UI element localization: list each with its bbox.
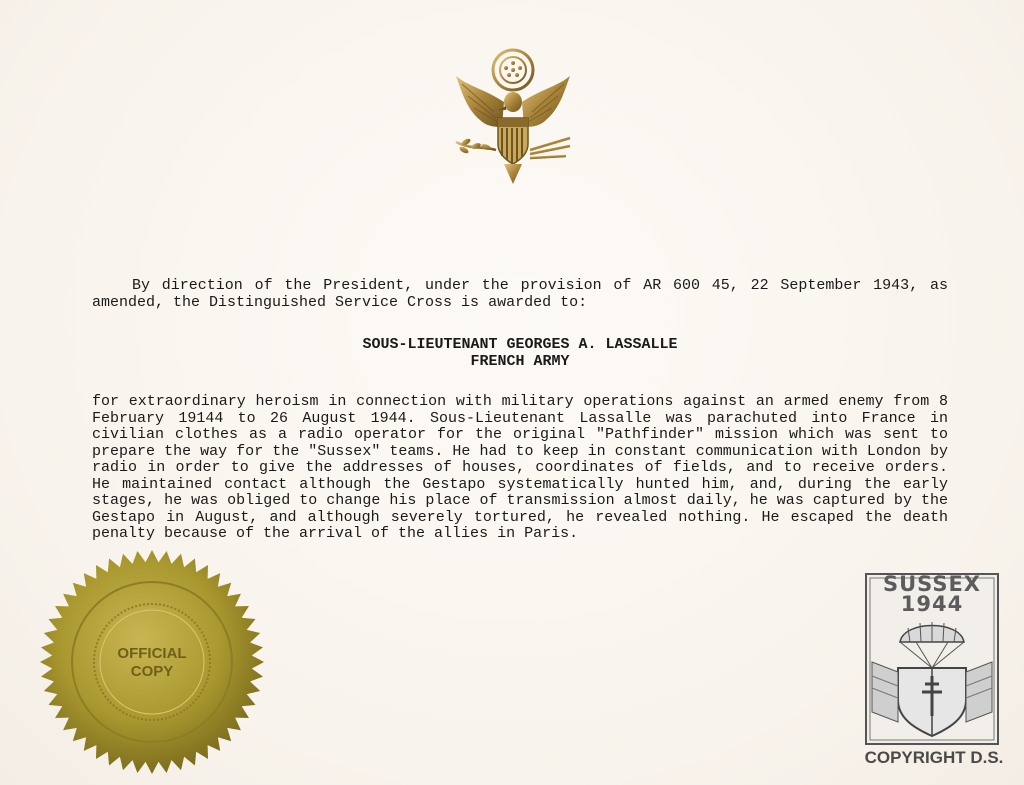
copyright-label: COPYRIGHT D.S. (864, 748, 1004, 767)
stamp-title-line1: SUSSEX (882, 572, 982, 596)
recipient-name: SOUS-LIEUTENANT GEORGES A. LASSALLE (362, 336, 678, 353)
gold-seal-icon (34, 548, 270, 776)
stamp-title-line2: 1944 (900, 592, 964, 616)
svg-text:COPY: COPY (130, 663, 174, 680)
intro-paragraph: By direction of the President, under the provision of AR 600 45, 22 September 1943, as amended, the Distinguished Service Cross is awarded to: (92, 277, 948, 311)
citation-paragraph: for extraordinary heroism in connection with military operations against an armed enemy from 8 February 19144 to 26 August 1944. Sous-Lieutenant Lassalle was parachuted into France in civilian clothes as a radio operator for the original "Pathfinder" mission which was sent to prepare the way for the "Sussex" teams. He had to keep in constant communication with London by radio in order to give the addresses of houses, coordinates of fields, and to receive orders. He maintained contact although the Gestapo systematically hunted him, and, during the early stages, he was obliged to change his place of transmission almost daily, he was captured by the Gestapo in August, and although severely tortured, he revealed nothing. He escaped the death penalty because of the arrival of the allies in Paris. (92, 393, 948, 542)
stamp-title (864, 574, 1000, 614)
seal-text: OFFICIAL (117, 645, 187, 662)
recipient-block (92, 337, 948, 370)
sussex-stamp (864, 572, 1004, 772)
great-seal-eagle-icon (446, 46, 580, 186)
citation-text-block (92, 278, 948, 543)
recipient-unit: FRENCH ARMY (470, 352, 570, 370)
